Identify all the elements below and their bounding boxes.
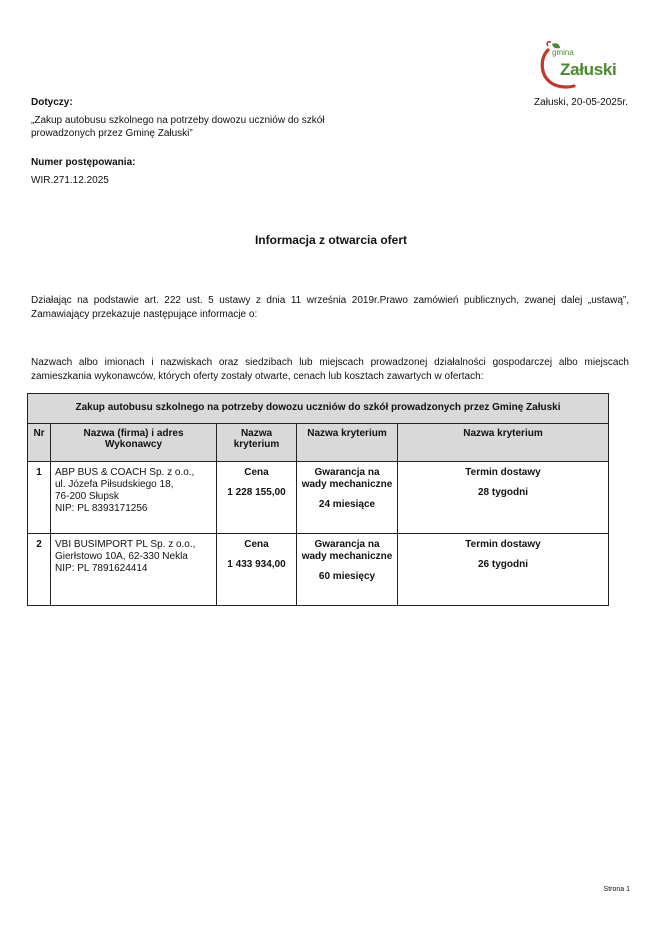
logo-name: Załuski (560, 60, 617, 79)
warranty-cell (297, 534, 398, 606)
contractor-cell (51, 462, 217, 534)
document-title: Informacja z otwarcia ofert (254, 233, 408, 247)
contractor-line: Gierłstowo 10A, 62-330 Nekla (55, 551, 188, 562)
term-label: Termin dostawy (465, 539, 541, 550)
logo-subtitle: gmina (552, 48, 574, 57)
offers-table (27, 393, 609, 606)
row-nr: 2 (28, 534, 51, 606)
warranty-value: 24 miesiące (318, 499, 376, 510)
price-label: Cena (244, 539, 269, 550)
contractor-line: ABP BUS & COACH Sp. z o.o., (55, 467, 195, 478)
price-value: 1 433 934,00 (227, 559, 286, 570)
page-number: Strona 1 (603, 886, 630, 893)
table-header-row (28, 424, 609, 462)
price-value: 1 228 155,00 (227, 487, 286, 498)
term-cell (398, 534, 609, 606)
table-caption-row (28, 394, 609, 424)
warranty-label: Gwarancja na wady mechaniczne (301, 539, 393, 562)
table-caption: Zakup autobusu szkolnego na potrzeby dowozu uczniów do szkół prowadzonych przez Gminę Załuski (28, 394, 609, 424)
term-label: Termin dostawy (465, 467, 541, 478)
contractor-line: NIP: PL 8393171256 (55, 503, 148, 514)
warranty-cell (297, 462, 398, 534)
header-criterion-2: Nazwa kryterium (297, 424, 398, 462)
row-nr: 1 (28, 462, 51, 534)
price-cell (217, 462, 297, 534)
term-cell (398, 462, 609, 534)
numer-postepowania-label: Numer postępowania: (31, 157, 136, 168)
warranty-value: 60 miesięcy (318, 571, 376, 582)
header-criterion-3: Nazwa kryterium (398, 424, 609, 462)
contractor-line: NIP: PL 7891624414 (55, 563, 148, 574)
contractors-paragraph: Nazwach albo imionach i nazwiskach oraz siedzibach lub miejscach prowadzonej działalności gospodarczej albo miejscach zamieszkania wykonawców, których oferty zostały otwarte, cenach lub kosztach zawartych w ofertach: (31, 357, 629, 382)
gmina-zaluski-logo (538, 40, 630, 92)
intro-paragraph: Działając na podstawie art. 222 ust. 5 ustawy z dnia 11 września 2019r.Prawo zamówień publicznych, zwanej dalej „ustawą”, Zamawiający przekazuje następujące informacje o: (31, 295, 629, 320)
table-row (28, 534, 609, 606)
warranty-label: Gwarancja na wady mechaniczne (301, 467, 393, 490)
table-row (28, 462, 609, 534)
term-value: 26 tygodni (477, 559, 528, 570)
contractor-cell (51, 534, 217, 606)
price-label: Cena (244, 467, 269, 478)
header-criterion-1: Nazwa kryterium (217, 424, 297, 462)
document-date: Załuski, 20-05-2025r. (534, 97, 628, 108)
dotyczy-label: Dotyczy: (31, 97, 73, 108)
contractor-line: VBI BUSIMPORT PL Sp. z o.o., (55, 539, 196, 550)
contractor-line: ul. Józefa Piłsudskiego 18, (55, 479, 174, 490)
dotyczy-text: „Zakup autobusu szkolnego na potrzeby dowozu uczniów do szkół prowadzonych przez Gminę Załuski” (31, 115, 325, 139)
header-nr: Nr (28, 424, 51, 462)
header-name: Nazwa (firma) i adres Wykonawcy (51, 424, 217, 462)
term-value: 28 tygodni (477, 487, 528, 498)
numer-postepowania-value: WIR.271.12.2025 (31, 175, 109, 186)
price-cell (217, 534, 297, 606)
contractor-line: 76-200 Słupsk (55, 491, 119, 502)
